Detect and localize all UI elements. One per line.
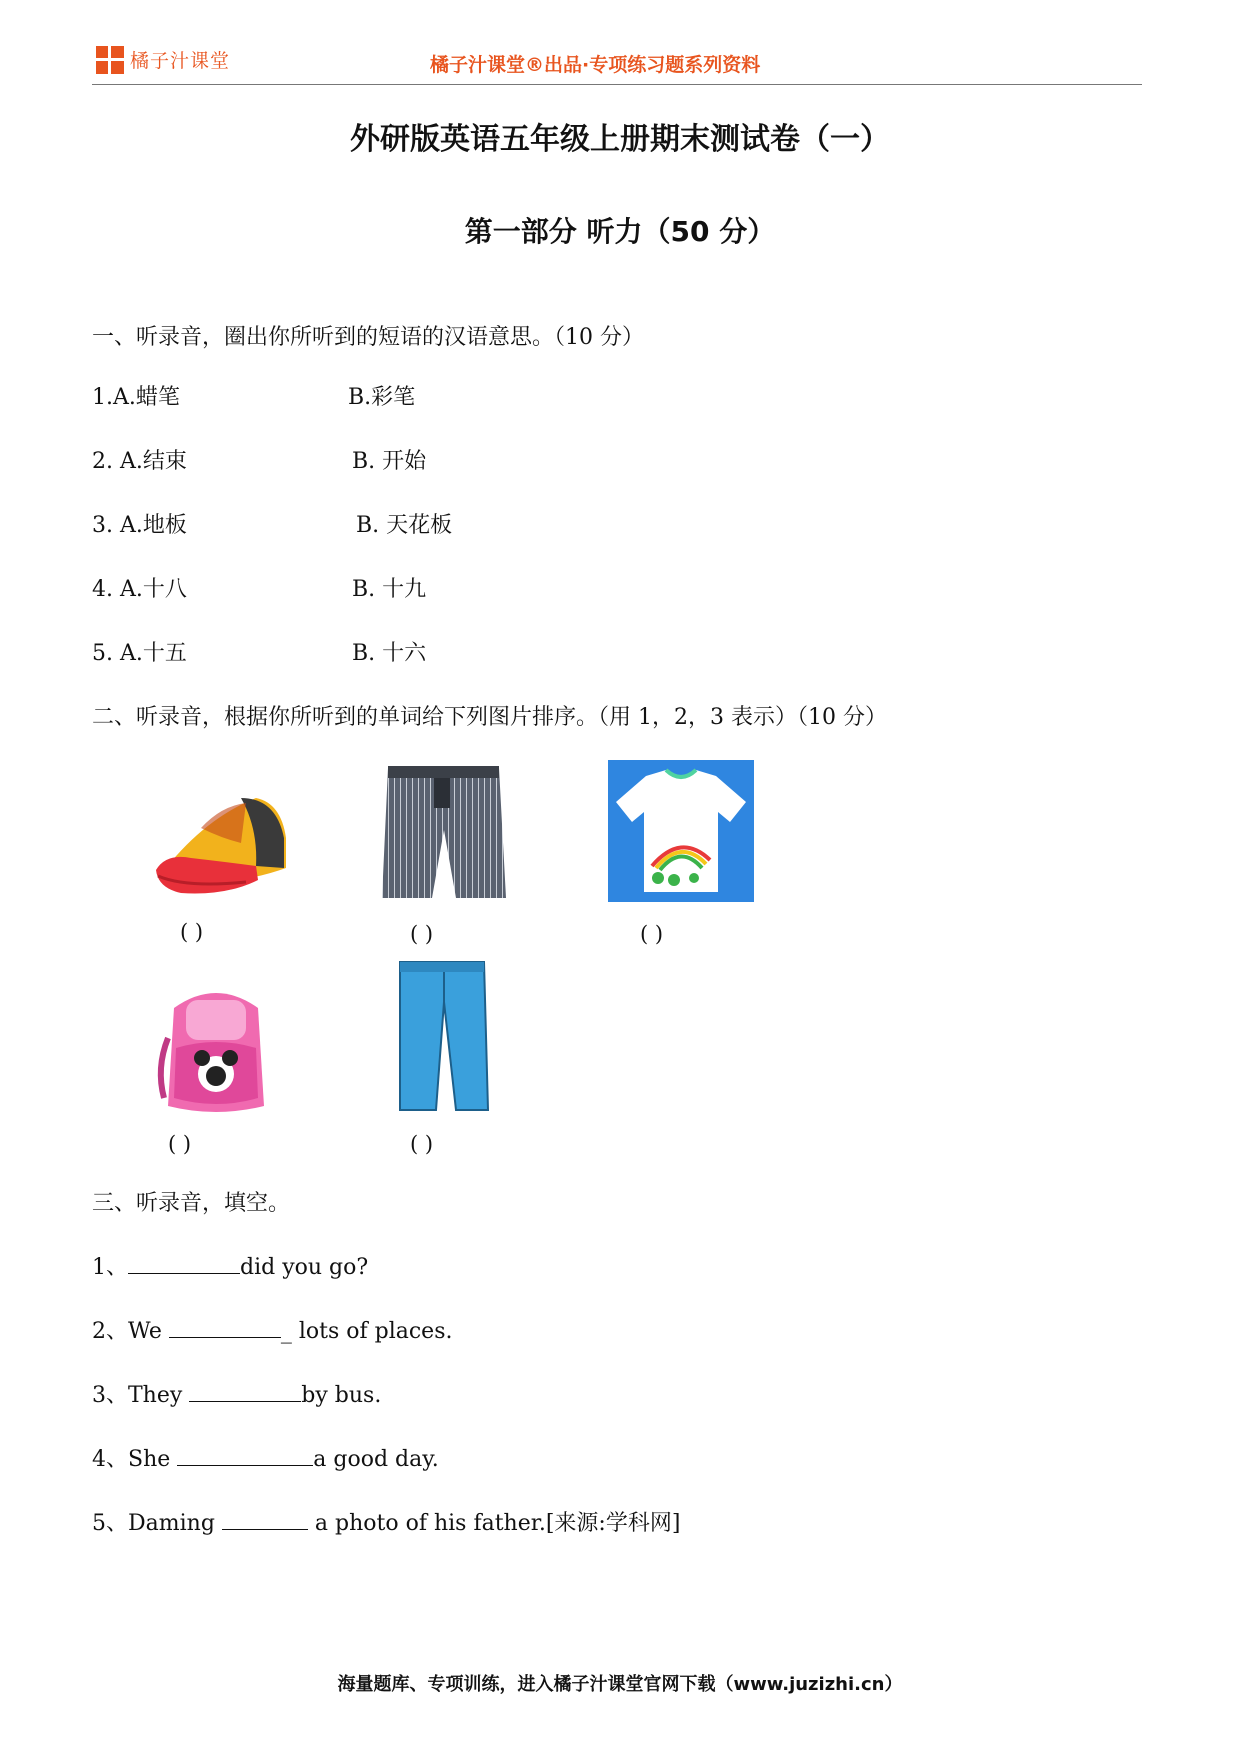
fill-blank-3 — [92, 1378, 381, 1409]
tshirt-picture — [608, 760, 754, 902]
section3-heading: 三、听录音，填空。 — [92, 1191, 291, 1216]
shorts-answer-paren[interactable]: ( ) — [410, 922, 434, 946]
fill-blank-5-line[interactable] — [222, 1507, 308, 1530]
header-tagline: 橘子汁课堂®出品·专项练习题系列资料 — [430, 54, 761, 76]
fill-blank-4 — [92, 1442, 439, 1473]
s1-item5-option-b: B. 十六 — [352, 641, 427, 666]
fill-blank-3-suffix: by bus. — [301, 1383, 382, 1408]
s1-item2-option-a: 2. A.结束 — [92, 449, 187, 474]
schoolbag-picture — [146, 978, 286, 1118]
section2-heading: 二、听录音，根据你所听到的单词给下列图片排序。（用 1，2，3 表示）（10 分） — [92, 705, 887, 730]
fill-blank-3-line[interactable] — [189, 1379, 301, 1402]
s1-item1-option-b: B.彩笔 — [348, 385, 416, 410]
s1-item4-option-b: B. 十九 — [352, 577, 427, 602]
s1-item2-option-b: B. 开始 — [352, 449, 427, 474]
s1-item3-option-b: B. 天花板 — [356, 513, 453, 538]
part-title: 第一部分 听力（50 分） — [464, 215, 776, 248]
jeans-picture — [392, 956, 492, 1116]
cap-picture — [146, 758, 296, 903]
s1-item1-option-a: 1.A.蜡笔 — [92, 385, 180, 410]
jeans-answer-paren[interactable]: ( ) — [410, 1132, 434, 1156]
s1-item4-option-a: 4. A.十八 — [92, 577, 187, 602]
shorts-picture — [376, 760, 511, 905]
fill-blank-5 — [92, 1506, 680, 1537]
fill-blank-4-prefix: 4、She — [92, 1447, 178, 1472]
fill-blank-3-prefix: 3、They — [92, 1383, 190, 1408]
tshirt-answer-paren[interactable]: ( ) — [640, 922, 664, 946]
fill-blank-2-prefix: 2、We — [92, 1319, 169, 1344]
s1-item3-option-a: 3. A.地板 — [92, 513, 187, 538]
fill-blank-2-suffix: _ lots of places. — [280, 1319, 453, 1344]
fill-blank-4-line[interactable] — [177, 1443, 313, 1466]
section1-heading: 一、听录音，圈出你所听到的短语的汉语意思。（10 分） — [92, 325, 644, 350]
fill-blank-5-suffix: a photo of his father.[来源:学科网] — [307, 1511, 681, 1536]
brand-logo-text: 橘子汁课堂 — [130, 50, 231, 72]
fill-blank-5-prefix: 5、Daming — [92, 1511, 222, 1536]
fill-blank-2 — [92, 1314, 452, 1345]
fill-blank-4-suffix: a good day. — [313, 1447, 439, 1472]
fill-blank-1 — [92, 1250, 368, 1281]
cap-answer-paren[interactable]: ( ) — [180, 920, 204, 944]
document-title: 外研版英语五年级上册期末测试卷（一） — [350, 122, 890, 157]
schoolbag-answer-paren[interactable]: ( ) — [168, 1132, 192, 1156]
fill-blank-2-line[interactable] — [169, 1315, 281, 1338]
fill-blank-1-line[interactable] — [128, 1251, 240, 1274]
fill-blank-1-suffix: did you go? — [240, 1255, 369, 1280]
brand-logo-icon — [96, 46, 124, 74]
s1-item5-option-a: 5. A.十五 — [92, 641, 187, 666]
header-divider — [92, 84, 1142, 85]
page-footer: 海量题库、专项训练，进入橘子汁课堂官网下载（www.juzizhi.cn） — [337, 1674, 903, 1695]
fill-blank-1-prefix: 1、 — [92, 1255, 128, 1280]
